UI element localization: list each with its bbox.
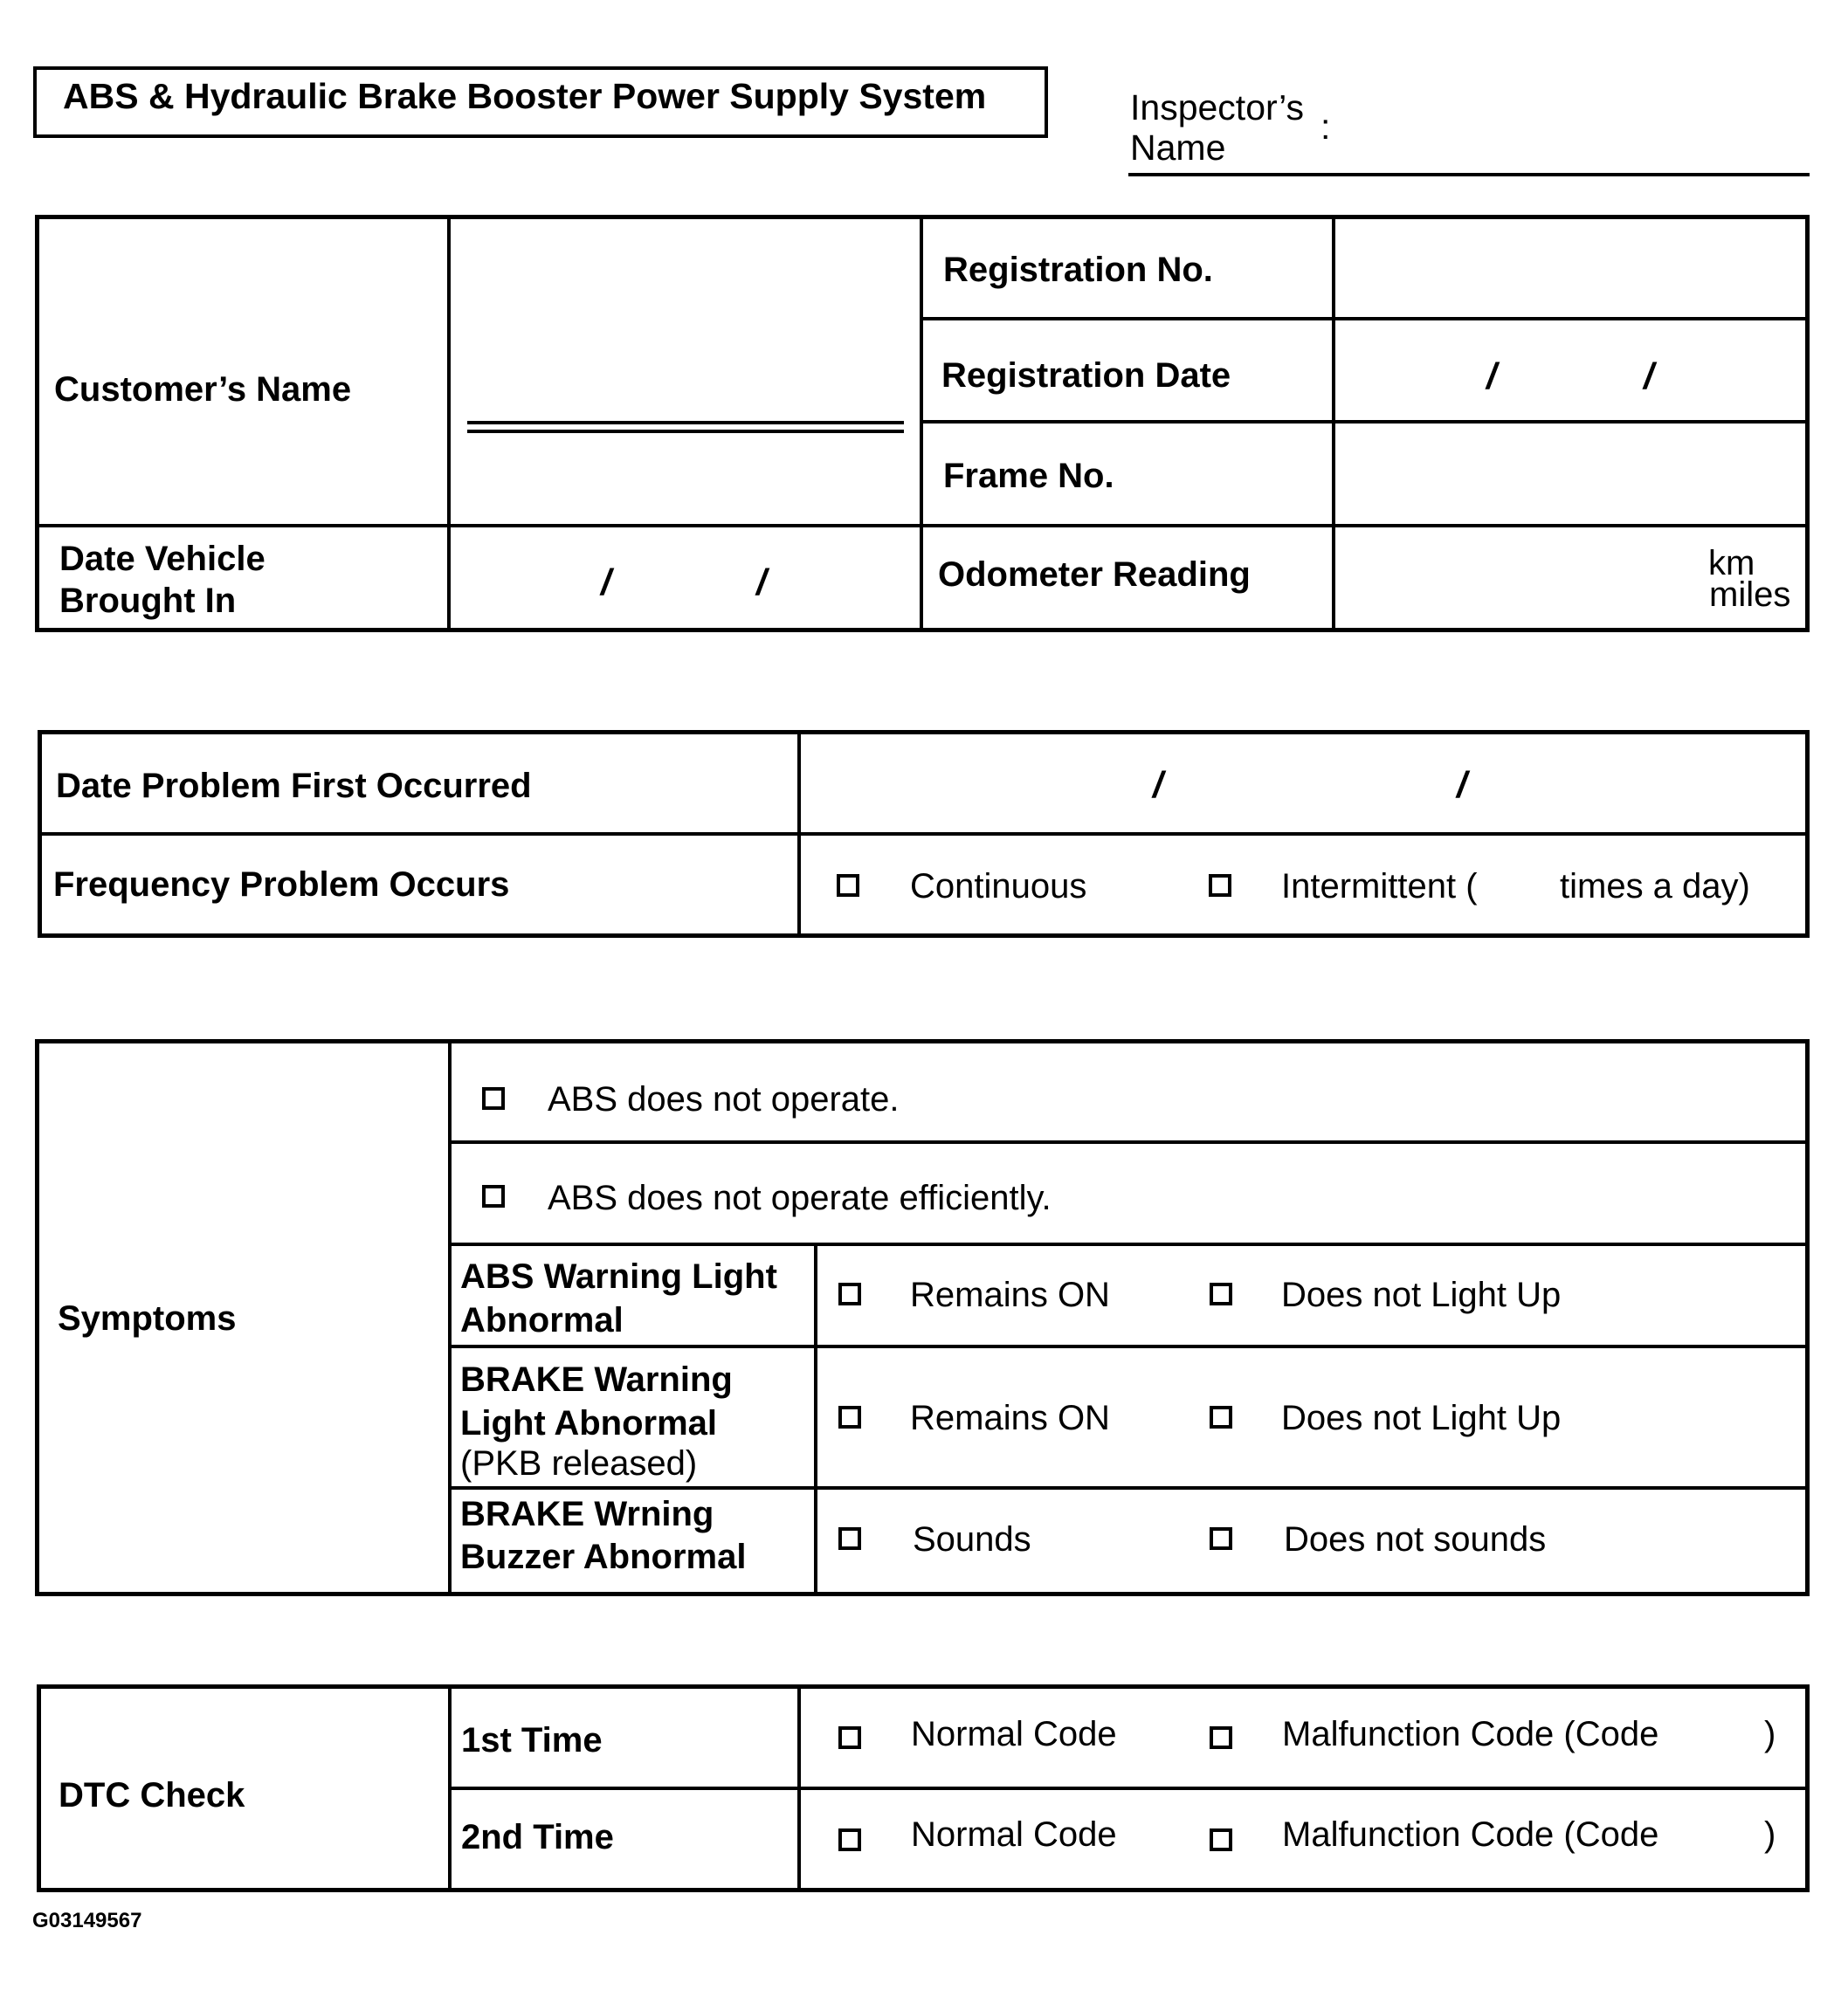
dtc-first-normal-checkbox[interactable] [838, 1726, 861, 1749]
dtc-first-time-label: 1st Time [461, 1721, 603, 1760]
inspector-label-line2: Name [1130, 127, 1226, 168]
first-occurred-label: Date Problem First Occurred [56, 767, 532, 805]
date-brought-in-sep-2: / [756, 561, 767, 603]
first-occurred-sep-2: / [1457, 764, 1467, 805]
abs-warning-remains-on-checkbox[interactable] [838, 1283, 861, 1305]
dtc-check-label: DTC Check [59, 1776, 245, 1815]
dtc-second-malfunction-checkbox[interactable] [1210, 1828, 1232, 1851]
inspector-colon: : [1320, 107, 1331, 147]
customer-name-line-2 [467, 430, 904, 433]
first-occurred-sep-1: / [1153, 764, 1163, 805]
intermittent-checkbox[interactable] [1209, 874, 1231, 897]
odometer-unit-miles: miles [1709, 575, 1791, 614]
customer-name-line-1[interactable] [467, 421, 904, 424]
dtc-first-malfunction-checkbox[interactable] [1210, 1726, 1232, 1749]
symptoms-label: Symptoms [58, 1299, 237, 1338]
abs-not-operate-checkbox[interactable] [482, 1087, 505, 1110]
odometer-label: Odometer Reading [938, 555, 1251, 594]
date-brought-in-label-line1: Date Vehicle [59, 540, 265, 578]
continuous-checkbox[interactable] [837, 874, 859, 897]
intermittent-label: Intermittent ( [1281, 867, 1478, 906]
abs-warning-not-light-up-label: Does not Light Up [1281, 1276, 1562, 1314]
buzzer-not-sounds-checkbox[interactable] [1210, 1527, 1232, 1550]
buzzer-label-line2: Buzzer Abnormal [460, 1538, 747, 1576]
continuous-label: Continuous [910, 867, 1087, 906]
frame-no-label: Frame No. [943, 457, 1114, 495]
brake-warning-remains-on-label: Remains ON [910, 1399, 1110, 1437]
dtc-first-normal-label: Normal Code [911, 1715, 1117, 1753]
dtc-second-close-paren: ) [1764, 1815, 1776, 1854]
symptoms-table [35, 1039, 1810, 1596]
registration-date-sep-2: / [1644, 355, 1654, 396]
abs-warning-label-line1: ABS Warning Light [460, 1257, 777, 1296]
date-brought-in-sep-1: / [601, 561, 611, 603]
dtc-second-malfunction-label: Malfunction Code (Code [1282, 1815, 1659, 1854]
date-brought-in-label-line2: Brought In [59, 582, 237, 620]
brake-warning-label-line2: Light Abnormal [460, 1404, 718, 1443]
figure-id: G03149567 [32, 1909, 142, 1932]
times-a-day-label: times a day) [1560, 867, 1750, 906]
abs-warning-remains-on-label: Remains ON [910, 1276, 1110, 1314]
brake-warning-remains-on-checkbox[interactable] [838, 1406, 861, 1429]
inspector-label-line1: Inspector’s [1130, 87, 1305, 127]
dtc-second-time-label: 2nd Time [461, 1818, 614, 1856]
dtc-first-close-paren: ) [1764, 1715, 1776, 1753]
buzzer-sounds-checkbox[interactable] [838, 1527, 861, 1550]
registration-date-label: Registration Date [941, 356, 1231, 395]
abs-warning-label-line2: Abnormal [460, 1301, 624, 1339]
brake-warning-not-light-up-label: Does not Light Up [1281, 1399, 1562, 1437]
customer-name-label: Customer’s Name [54, 370, 352, 409]
inspector-name-line[interactable] [1128, 173, 1810, 176]
registration-date-sep-1: / [1486, 355, 1497, 396]
abs-not-efficient-checkbox[interactable] [482, 1185, 505, 1208]
registration-no-label: Registration No. [943, 251, 1213, 289]
odometer-unit-km: km [1708, 544, 1755, 582]
brake-warning-label-line1: BRAKE Warning [460, 1360, 733, 1399]
brake-warning-label-line3: (PKB released) [460, 1444, 698, 1483]
abs-not-operate-label: ABS does not operate. [548, 1080, 900, 1119]
brake-warning-not-light-up-checkbox[interactable] [1210, 1406, 1232, 1429]
buzzer-not-sounds-label: Does not sounds [1284, 1520, 1547, 1559]
abs-warning-not-light-up-checkbox[interactable] [1210, 1283, 1232, 1305]
dtc-first-malfunction-label: Malfunction Code (Code [1282, 1715, 1659, 1753]
dtc-second-normal-label: Normal Code [911, 1815, 1117, 1854]
buzzer-label-line1: BRAKE Wrning [460, 1495, 714, 1533]
frequency-label: Frequency Problem Occurs [53, 865, 510, 904]
buzzer-sounds-label: Sounds [913, 1520, 1031, 1559]
dtc-second-normal-checkbox[interactable] [838, 1828, 861, 1851]
abs-not-efficient-label: ABS does not operate efficiently. [548, 1179, 1052, 1217]
form-title: ABS & Hydraulic Brake Booster Power Supply System [63, 76, 987, 116]
